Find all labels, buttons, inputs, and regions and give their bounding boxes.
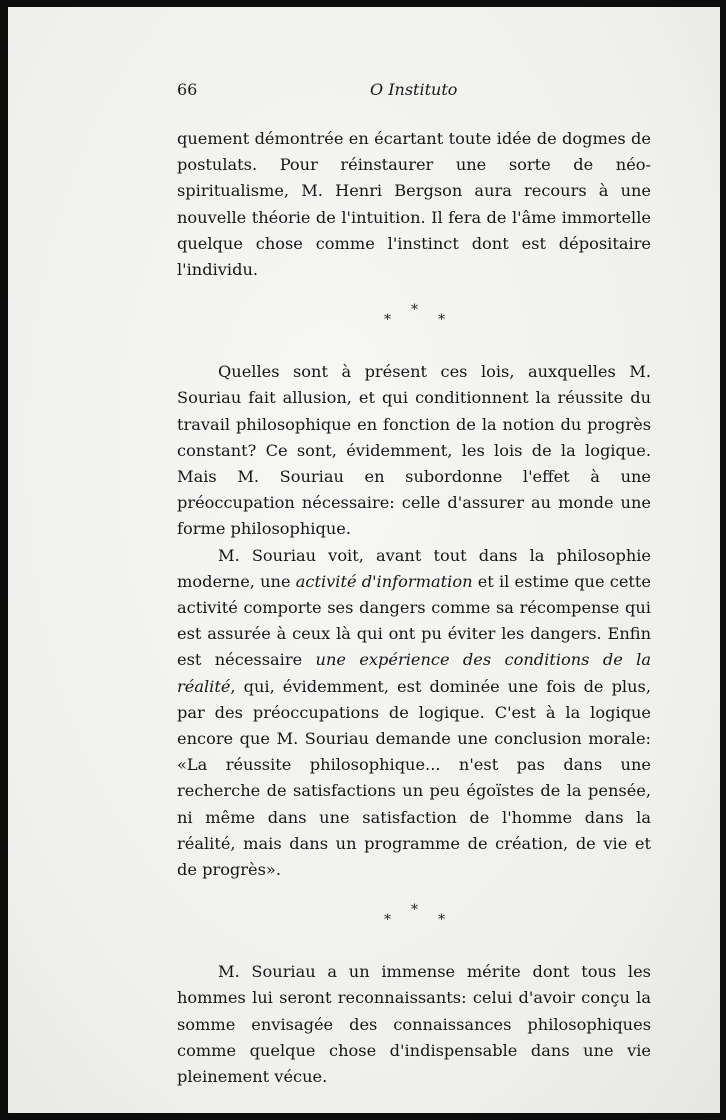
paragraph-3-text-c: , qui, évidemment, est dominée une fois de plus, par des préoccupations de logique. C'est à la logique encore que M. Souriau demande une conclusion morale: «La réussite philosophique... n'est pas dans une recherche de satisfactions un peu égoïstes de la pensée, ni même dans une satisfaction de l'homme dans la réalité, mais dans un programme de création, de vie et de progrès». [177, 676, 651, 880]
paragraph-4: M. Souriau a un immense mérite dont tous les hommes lui seront reconnaissants: celui d'avoir conçu la somme envisagée des connaissances philosophiques comme quelque chose d'indispensable dans une vie pleinement vécue. [177, 962, 651, 1087]
running-head [0, 80, 726, 102]
asterisk: * [384, 912, 391, 929]
paragraph-2: Quelles sont à présent ces lois, auxquelles M. Souriau fait allusion, et qui conditionnent la réussite du travail philosophique en fonction de la notion du progrès constant? Ce sont, évidemment, les lois de la logique. Mais M. Souriau en subordonne l'effet à une préoccupation nécessaire: celle d'assurer au monde une forme philosophique. [177, 362, 651, 539]
paragraph-3-text-a: M. Souriau voit, avant tout dans la philosophie moderne, une [177, 545, 651, 591]
paragraph-1: quement démontrée en écartant toute idée de dogmes de postulats. Pour réinstaurer une sorte de néo-spiritualisme, M. Henri Bergson aura recours à une nouvelle théorie de l'intuition. Il fera de l'âme immortelle quelque chose comme l'instinct dont est dépositaire l'individu. [177, 129, 651, 280]
paragraph-3-text-b: et il estime que cette activité comporte ses dangers comme sa récompense qui est assurée à ceux là qui ont pu éviter les dangers. Enfin est nécessaire [177, 571, 651, 670]
asterisk: * [438, 912, 445, 929]
paragraph-3 [177, 543, 651, 884]
journal-title: O Instituto [370, 80, 458, 99]
asterisk: * [411, 302, 418, 319]
emphasis-experience-conditions: une expérience des conditions de la réalité [177, 650, 651, 696]
body-text [177, 126, 651, 1090]
section-break-1 [177, 297, 651, 331]
asterisk: * [384, 312, 391, 329]
page-number: 66 [177, 80, 198, 99]
section-break-2 [177, 897, 651, 931]
emphasis-activite-information: activité d'information [295, 571, 473, 591]
asterisk: * [438, 312, 445, 329]
asterisk: * [411, 902, 418, 919]
